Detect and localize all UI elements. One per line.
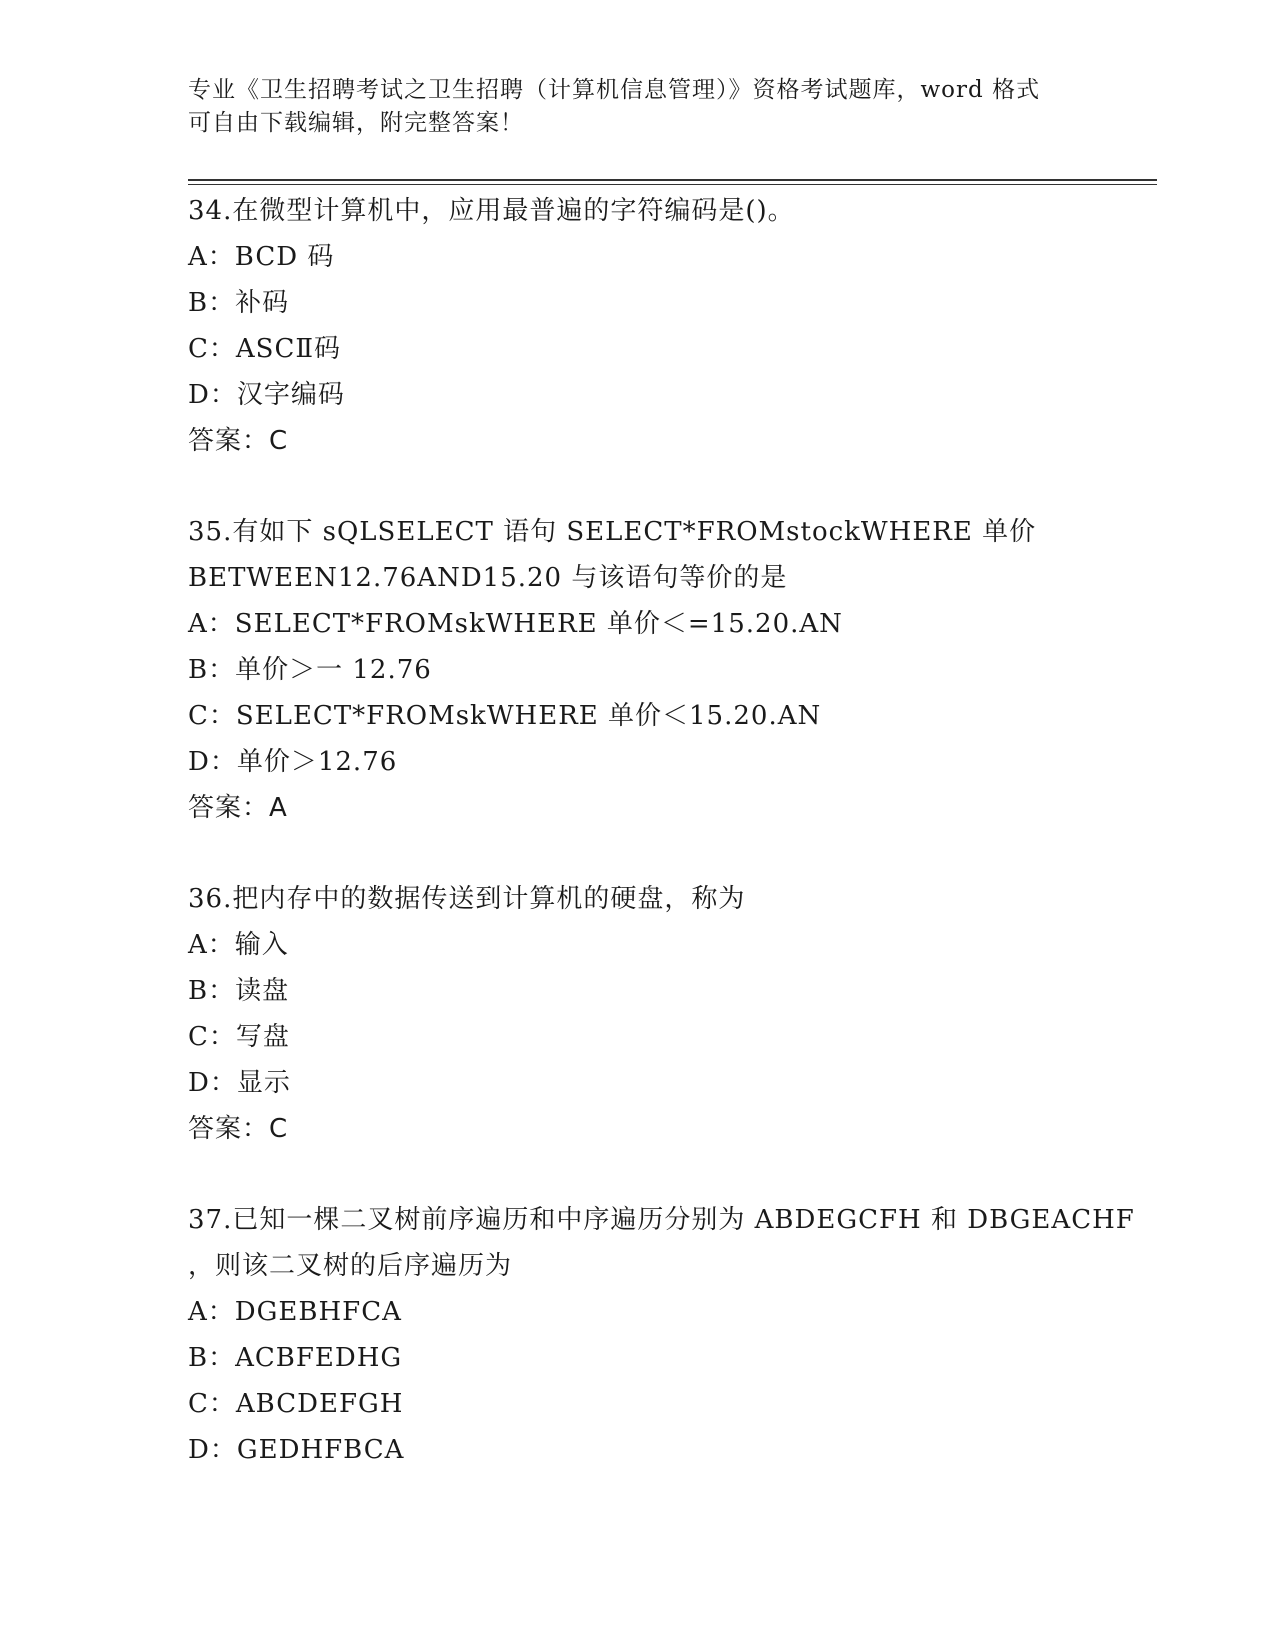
question-option: A：输入 xyxy=(188,930,289,960)
question-answer: 答案：A xyxy=(188,793,288,823)
question-option: D：汉字编码 xyxy=(188,380,345,410)
header-divider-thin xyxy=(188,184,1157,185)
question-option: B：补码 xyxy=(188,288,290,318)
question-spacer xyxy=(188,464,1148,509)
question-block xyxy=(188,188,1148,464)
question-answer: 答案：C xyxy=(188,426,289,456)
header-title-line-1: 专业《卫生招聘考试之卫生招聘（计算机信息管理）》资格考试题库，word 格式 xyxy=(188,77,1041,103)
question-option: D：单价＞12.76 xyxy=(188,747,398,777)
question-option: B：ACBFEDHG xyxy=(188,1343,403,1373)
question-stem: 37.已知一棵二叉树前序遍历和中序遍历分别为 ABDEGCFH 和 DBGEACHF xyxy=(188,1205,1135,1235)
question-option: A：SELECT*FROMskWHERE 单价＜=15.20.AN xyxy=(188,609,843,639)
question-option: C：写盘 xyxy=(188,1022,290,1052)
question-stem: 36.把内存中的数据传送到计算机的硬盘，称为 xyxy=(188,884,746,914)
question-option: C：ASCⅡ码 xyxy=(188,334,342,364)
document-header xyxy=(188,74,1088,140)
question-option: B：单价＞一 12.76 xyxy=(188,655,432,685)
question-block xyxy=(188,1197,1148,1473)
question-answer: 答案：C xyxy=(188,1114,289,1144)
question-option: D：显示 xyxy=(188,1068,291,1098)
header-title-line-2: 可自由下载编辑，附完整答案！ xyxy=(188,110,524,136)
question-block xyxy=(188,876,1148,1152)
question-option: A：DGEBHFCA xyxy=(188,1297,402,1327)
question-option: B：读盘 xyxy=(188,976,290,1006)
question-stem: ，则该二叉树的后序遍历为 xyxy=(188,1251,513,1281)
question-list xyxy=(188,188,1148,1473)
question-spacer xyxy=(188,1152,1148,1197)
question-stem: BETWEEN12.76AND15.20 与该语句等价的是 xyxy=(188,563,788,593)
question-stem: 35.有如下 sQLSELECT 语句 SELECT*FROMstockWHERE 单价 xyxy=(188,517,1037,547)
question-option: C：ABCDEFGH xyxy=(188,1389,404,1419)
question-option: C：SELECT*FROMskWHERE 单价＜15.20.AN xyxy=(188,701,822,731)
question-option: D：GEDHFBCA xyxy=(188,1435,405,1465)
question-block xyxy=(188,509,1148,831)
question-spacer xyxy=(188,831,1148,876)
header-divider-thick xyxy=(188,179,1157,181)
question-stem: 34.在微型计算机中，应用最普遍的字符编码是()。 xyxy=(188,196,795,226)
question-option: A：BCD 码 xyxy=(188,242,335,272)
